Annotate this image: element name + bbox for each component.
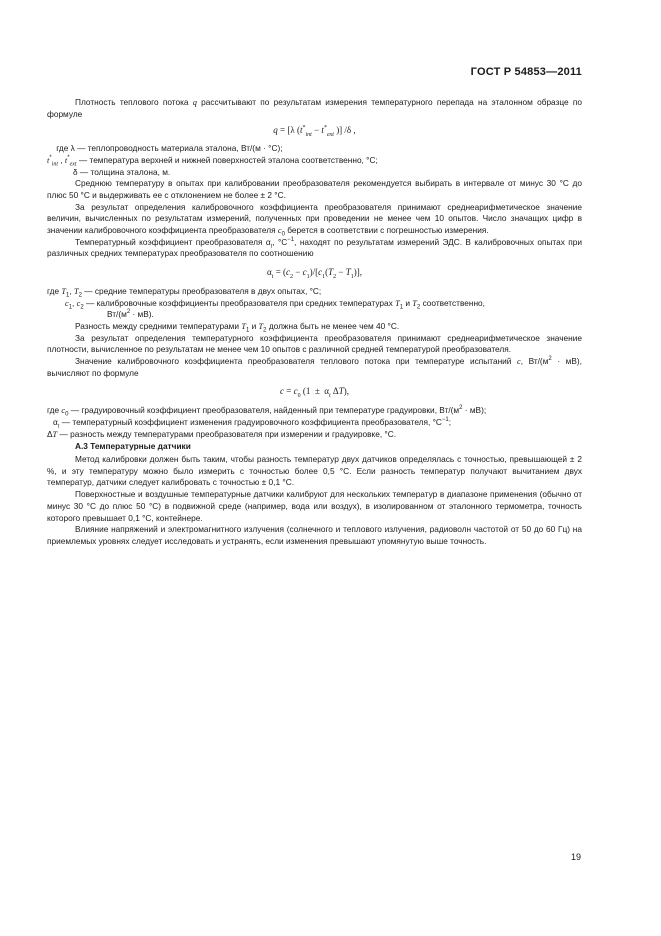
paragraph: Метод калибровки должен быть таким, чтобы разность температур двух датчиков определялась с точностью, превышающей ± 2 %, и эту температуру можно было измерить с точностью более 0,5 °С. Если разность температур получают вычитанием двух температур, датчики следует калибровать с точностью ± 0,1 °С. [47, 453, 582, 488]
definition-t: $t^*_{int}$ , $t^*_{ext}$ — температура верхней и нижней поверхностей эталона соответственно, °С; [47, 154, 378, 168]
section-heading: А.3 Температурные датчики [75, 441, 191, 452]
definition-t1-t2: где $T_1$, $T_2$ — средние температуры преобразователя в двух опытах, °С; [47, 285, 322, 299]
definition-delta-t: ΔT — разность между температурами преобразователя при измерении и градуировке, °С. [47, 428, 397, 439]
definition-delta: δ — толщина эталона, м. [73, 166, 171, 177]
document-body [47, 97, 582, 548]
paragraph: Температурный коэффициент преобразователя $\alpha_t$, $^\circ С^{-1}$, находят по результатам измерений ЭДС. В калибровочных опытах при различных средних температурах преобразователя по соотношению [47, 236, 582, 259]
definition-c1-c2: $c_1$, $c_2$ — калибровочные коэффициенты преобразователя при средних температурах $T_1$ и $T_2$ соответственно, $Вт/(м^2 \cdot мВ)$. [65, 297, 485, 320]
paragraph: Плотность теплового потока q рассчитывают по результатам измерения температурного перепада на эталонном образце по формуле [47, 97, 583, 119]
definition-alpha: $\alpha_t$ — температурный коэффициент изменения градуировочного коэффициента преобразователя, $^\circ С^{-1}$; [53, 416, 452, 430]
page-number: 19 [571, 852, 582, 862]
definition-lambda: где λ — теплопроводность материала эталона, Вт/(м · °С); [47, 143, 283, 154]
document-header: ГОСТ Р 54853—2011 [470, 66, 582, 78]
paragraph: Разность между средними температурами $T_1$ и $T_2$ должна быть не менее чем 40 °С. [75, 320, 400, 334]
paragraph: За результат определения температурного коэффициента преобразователя принимают среднеарифметическое значение плотности, вычисленное по результатам не менее чем 10 опытов с различной средней температурой преобразователя. [47, 332, 582, 355]
paragraph: Поверхностные и воздушные температурные датчики калибруют для нескольких температур в диапазоне применения (обычно от минус 30 °С до плюс 50 °С) в подвижной среде (например, вода или воздух), в изолированном от эталонного термометра, точность которого превышает 0,1 °С, контейнере. [47, 489, 582, 523]
paragraph: За результат определения калибровочного коэффициента преобразователя принимают среднеарифметическое значение величин, вычисленных по результатам измерений, полученных при проведении не менее чем 10 опытов. Число значащих цифр в значении калибровочного коэффициента преобразователя $c_0$ берется в соответствии с погрешностью измерения. [47, 201, 582, 238]
paragraph: Значение калибровочного коэффициента преобразователя теплового потока при температуре испытаний c, $Вт/(м^2 \cdot мВ)$, вычисляют по формуле [47, 356, 582, 378]
formula-temperature-coefficient: $\alpha_t = (c_2 - c_1)/[c_1(T_2 - T_1)]$, [267, 267, 362, 280]
paragraph: Среднюю температуру в опытах при калибровании преобразователя рекомендуется выбирать в интервале от минус 30 °С до плюс 50 °С и выдерживать ее с отклонением не более ± 2 °С. [47, 178, 582, 200]
formula-heat-flux: q = [λ ($t^*_{int} - t^*_{ext}$ )] /δ , [273, 125, 356, 139]
formula-calibration-coefficient: $c = c_0$ ($1 \pm \alpha_t$ ΔT), [280, 386, 349, 400]
paragraph: Влияние напряжений и электромагнитного излучения (солнечного и теплового излучения, радиоволн частотой от 50 до 60 Гц) на приемлемых уровнях следует исследовать и устранять, если изменения превышают упомянутую выше точность. [47, 524, 582, 546]
definition-c0: где $c_0$ — градуировочный коэффициент преобразователя, найденный при температуре градуировки, $Вт/(м^2 \cdot мВ)$; [47, 405, 487, 418]
